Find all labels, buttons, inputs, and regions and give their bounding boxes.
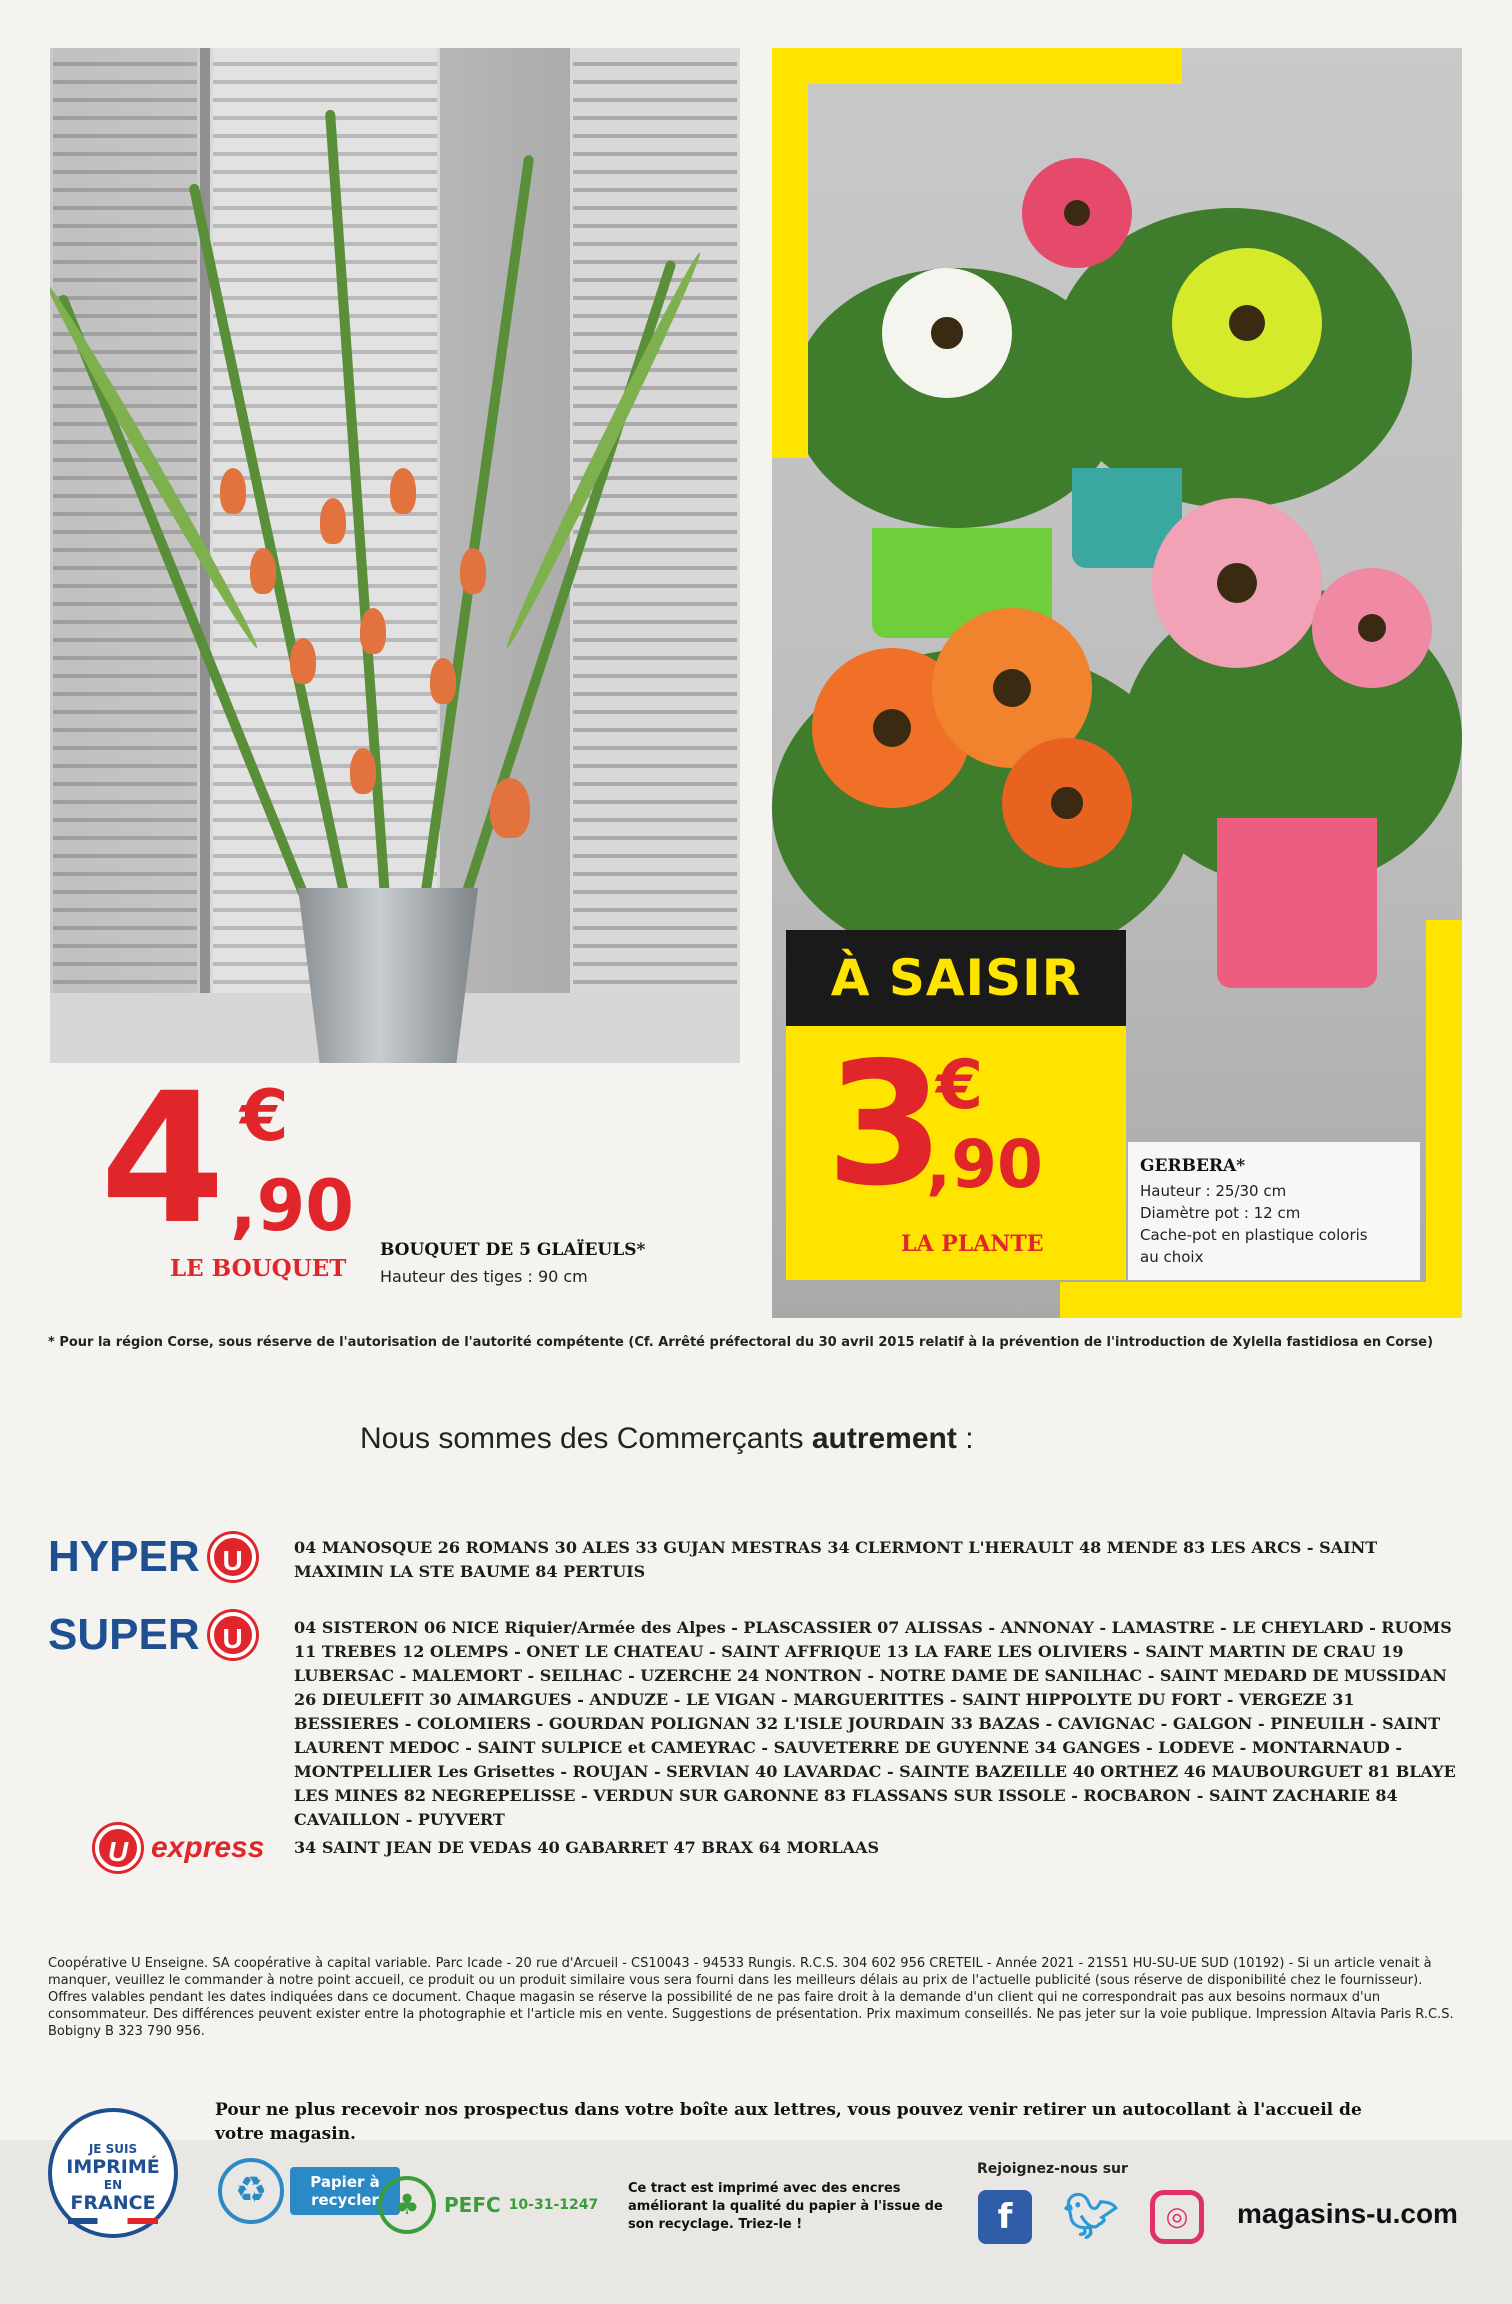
gladiolus-bud	[250, 548, 276, 594]
legal-notice: Coopérative U Enseigne. SA coopérative à capital variable. Parc Icade - 20 rue d'Arcueil - CS10043 - 94533 Rungis. R.C.S. 304 602 956 CRETEIL - Année 2021 - 21S51 HU-SU-UE SUD (10192) - Si un article venait à manquer, veuillez le commander à notre point accueil, ce produit ou un produit similaire vous sera fourni dans les meilleurs délais au prix de l'actuelle publicité (sous réserve de disponibilité chez le fournisseur). Offres valables pendant les dates indiquées dans ce document. Chaque magasin se réserve la possibilité de ne pas faire droit à la demande d'un client qui ne correspondrait pas aux besoins normaux d'un consommateur. Des différences peuvent exister entre la photographie et l'article mis en vente. Suggestions de présentation. Prix maximum conseillés. Ne pas jeter sur la voie publique. Impression Altavia Paris R.C.S. Bobigny B 323 790 956.	[48, 1956, 1454, 2039]
brand-name: express	[151, 1831, 265, 1864]
product-info-box	[1128, 1142, 1420, 1280]
facebook-icon[interactable]: f	[978, 2190, 1032, 2244]
slogan-bold: autrement	[811, 1422, 957, 1455]
price-integer: 4	[100, 1055, 220, 1264]
gladiolus-bud	[220, 468, 246, 514]
ink-note: Ce tract est imprimé avec des encres améliorant la qualité du papier à l'issue de son recyclage. Triez-le !	[628, 2181, 943, 2232]
instagram-icon[interactable]: ◎	[1150, 2190, 1204, 2244]
gladiolus-bud	[390, 468, 416, 514]
price-currency: €	[936, 1046, 984, 1125]
unsubscribe-note: Pour ne plus recevoir nos prospectus dans votre boîte aux lettres, vous pouvez venir retirer un autocollant à l'accueil de votre magasin.	[215, 2100, 1362, 2144]
super-u-logo	[48, 1610, 256, 1660]
u-express-logo	[95, 1825, 264, 1871]
website-link[interactable]: magasins-u.com	[1237, 2198, 1458, 2229]
product-spec: Hauteur : 25/30 cm	[1140, 1182, 1287, 1200]
zinc-bucket	[298, 888, 478, 1063]
promo-banner: À SAISIR	[786, 930, 1126, 1026]
price-unit: LE BOUQUET	[170, 1255, 347, 1282]
u-logo-icon: U	[95, 1825, 141, 1871]
gerbera-flower	[1002, 738, 1132, 868]
hyper-u-logo	[48, 1532, 256, 1582]
product-spec: Diamètre pot : 12 cm	[1140, 1204, 1301, 1222]
badge-text: FRANCE	[70, 2192, 156, 2214]
gerbera-flower	[1152, 498, 1322, 668]
product-name: BOUQUET DE 5 GLAÏEULS*	[380, 1240, 646, 1260]
price-unit: LA PLANTE	[901, 1231, 1044, 1257]
product-spec: Cache-pot en plastique coloris	[1140, 1226, 1368, 1244]
express-store-list: 34 SAINT JEAN DE VEDAS 40 GABARRET 47 BRAX 64 MORLAAS	[294, 1838, 880, 1857]
hyper-store-list: 04 MANOSQUE 26 ROMANS 30 ALES 33 GUJAN MESTRAS 34 CLERMONT L'HERAULT 48 MENDE 83 LES ARCS - SAINT MAXIMIN LA STE BAUME 84 PERTUIS	[294, 1538, 1378, 1581]
tricolor-stripe	[68, 2218, 158, 2224]
gladiolus-bud	[430, 658, 456, 704]
shutter-panel	[50, 48, 200, 1063]
gladiolus-bud	[360, 608, 386, 654]
pefc-code: 10-31-1247	[508, 2197, 599, 2213]
gladiolus-bud	[460, 548, 486, 594]
badge-text: EN	[103, 2178, 123, 2192]
pefc-logo	[378, 2176, 598, 2234]
gerbera-flower	[1312, 568, 1432, 688]
gerbera-flower	[1172, 248, 1322, 398]
price-gerbera	[786, 1026, 1126, 1280]
yellow-frame	[772, 48, 808, 458]
super-store-list: 04 SISTERON 06 NICE Riquier/Armée des Alpes - PLASCASSIER 07 ALISSAS - ANNONAY - LAMASTRE - LE CHEYLARD - RUOMS 11 TREBES 12 OLEMPS - ONET LE CHATEAU - SAINT AFFRIQUE 13 LA FARE LES OLIVIERS - SAINT MARTIN DE CRAU 19 LUBERSAC - MALEMORT - SEILHAC - UZERCHE 24 NONTRON - NOTRE DAME DE SANILHAC - SAINT MEDARD DE MUSSIDAN 26 DIEULEFIT 30 AIMARGUES - ANDUZE - LE VIGAN - MARGUERITTES - SAINT HIPPOLYTE DU FORT - VERGEZE 31 BESSIERES - COLOMIERS - GOURDAN POLIGNAN 32 L'ISLE JOURDAIN 33 BAZAS - CAVIGNAC - GALGON - PINEUILH - SAINT LAURENT MEDOC - SAINT SULPICE et CAMEYRAC - SAUVETERRE DE GUYENNE 34 GANGES - LODEVE - MONTARNAUD - MONTPELLIER Les Grisettes - ROUJAN - SERVIAN 40 LAVARDAC - SAINTE BAZEILLE 40 ORTHEZ 46 MAUBOURGUET 81 BLAYE LES MINES 82 NEGREPELISSE - VERDUN SUR GARONNE 83 FLASSANS SUR ISSOLE - ROCBARON - SAINT ZACHARIE 84 CAVAILLON - PUYVERT	[294, 1618, 1456, 1829]
price-decimals: ,90	[926, 1126, 1043, 1203]
product-spec: au choix	[1140, 1248, 1204, 1266]
twitter-icon[interactable]: 🐦︎	[1063, 2191, 1119, 2242]
slogan	[360, 1422, 974, 1456]
slogan-suffix: :	[956, 1422, 974, 1455]
product-description: Hauteur des tiges : 90 cm	[380, 1267, 588, 1286]
yellow-frame	[772, 48, 1182, 84]
badge-text: IMPRIMÉ	[66, 2156, 160, 2178]
social-heading: Rejoignez-nous sur	[977, 2161, 1128, 2177]
gerbera-flower	[1022, 158, 1132, 268]
recycle-icon: ♻	[218, 2158, 284, 2224]
recycle-label: Papier à recycler	[290, 2167, 400, 2215]
gerbera-flower	[882, 268, 1012, 398]
yellow-frame	[1426, 920, 1462, 1318]
brand-name: SUPER	[48, 1610, 200, 1659]
badge-text: JE SUIS	[88, 2142, 138, 2156]
price-decimals: ,90	[230, 1165, 355, 1247]
pink-pot	[1217, 818, 1377, 988]
u-logo-icon: U	[210, 1612, 256, 1658]
footnote: * Pour la région Corse, sous réserve de l'autorisation de l'autorité compétente (Cf. Arrêté préfectoral du 30 avril 2015 relatif à la prévention de l'introduction de Xylella fastidiosa en Corse)	[48, 1335, 1434, 1350]
u-logo-icon: U	[210, 1534, 256, 1580]
gladiolus-bud	[350, 748, 376, 794]
slogan-prefix: Nous sommes des Commerçants	[360, 1422, 812, 1455]
brand-name: HYPER	[48, 1532, 200, 1581]
pefc-label: PEFC	[444, 2193, 501, 2217]
product-name: GERBERA*	[1140, 1156, 1246, 1176]
yellow-frame	[1060, 1282, 1462, 1318]
price-integer: 3	[826, 1026, 945, 1224]
gladiolus-bud	[490, 778, 530, 838]
gladiolus-bud	[320, 498, 346, 544]
price-currency: €	[240, 1075, 289, 1157]
made-in-france-badge	[48, 2108, 178, 2238]
shutter-panel	[570, 48, 740, 1063]
gladiolus-bud	[290, 638, 316, 684]
gladioli-photo	[50, 48, 740, 1063]
recycle-logo	[218, 2158, 400, 2224]
pefc-tree-icon: ♣	[378, 2176, 436, 2234]
